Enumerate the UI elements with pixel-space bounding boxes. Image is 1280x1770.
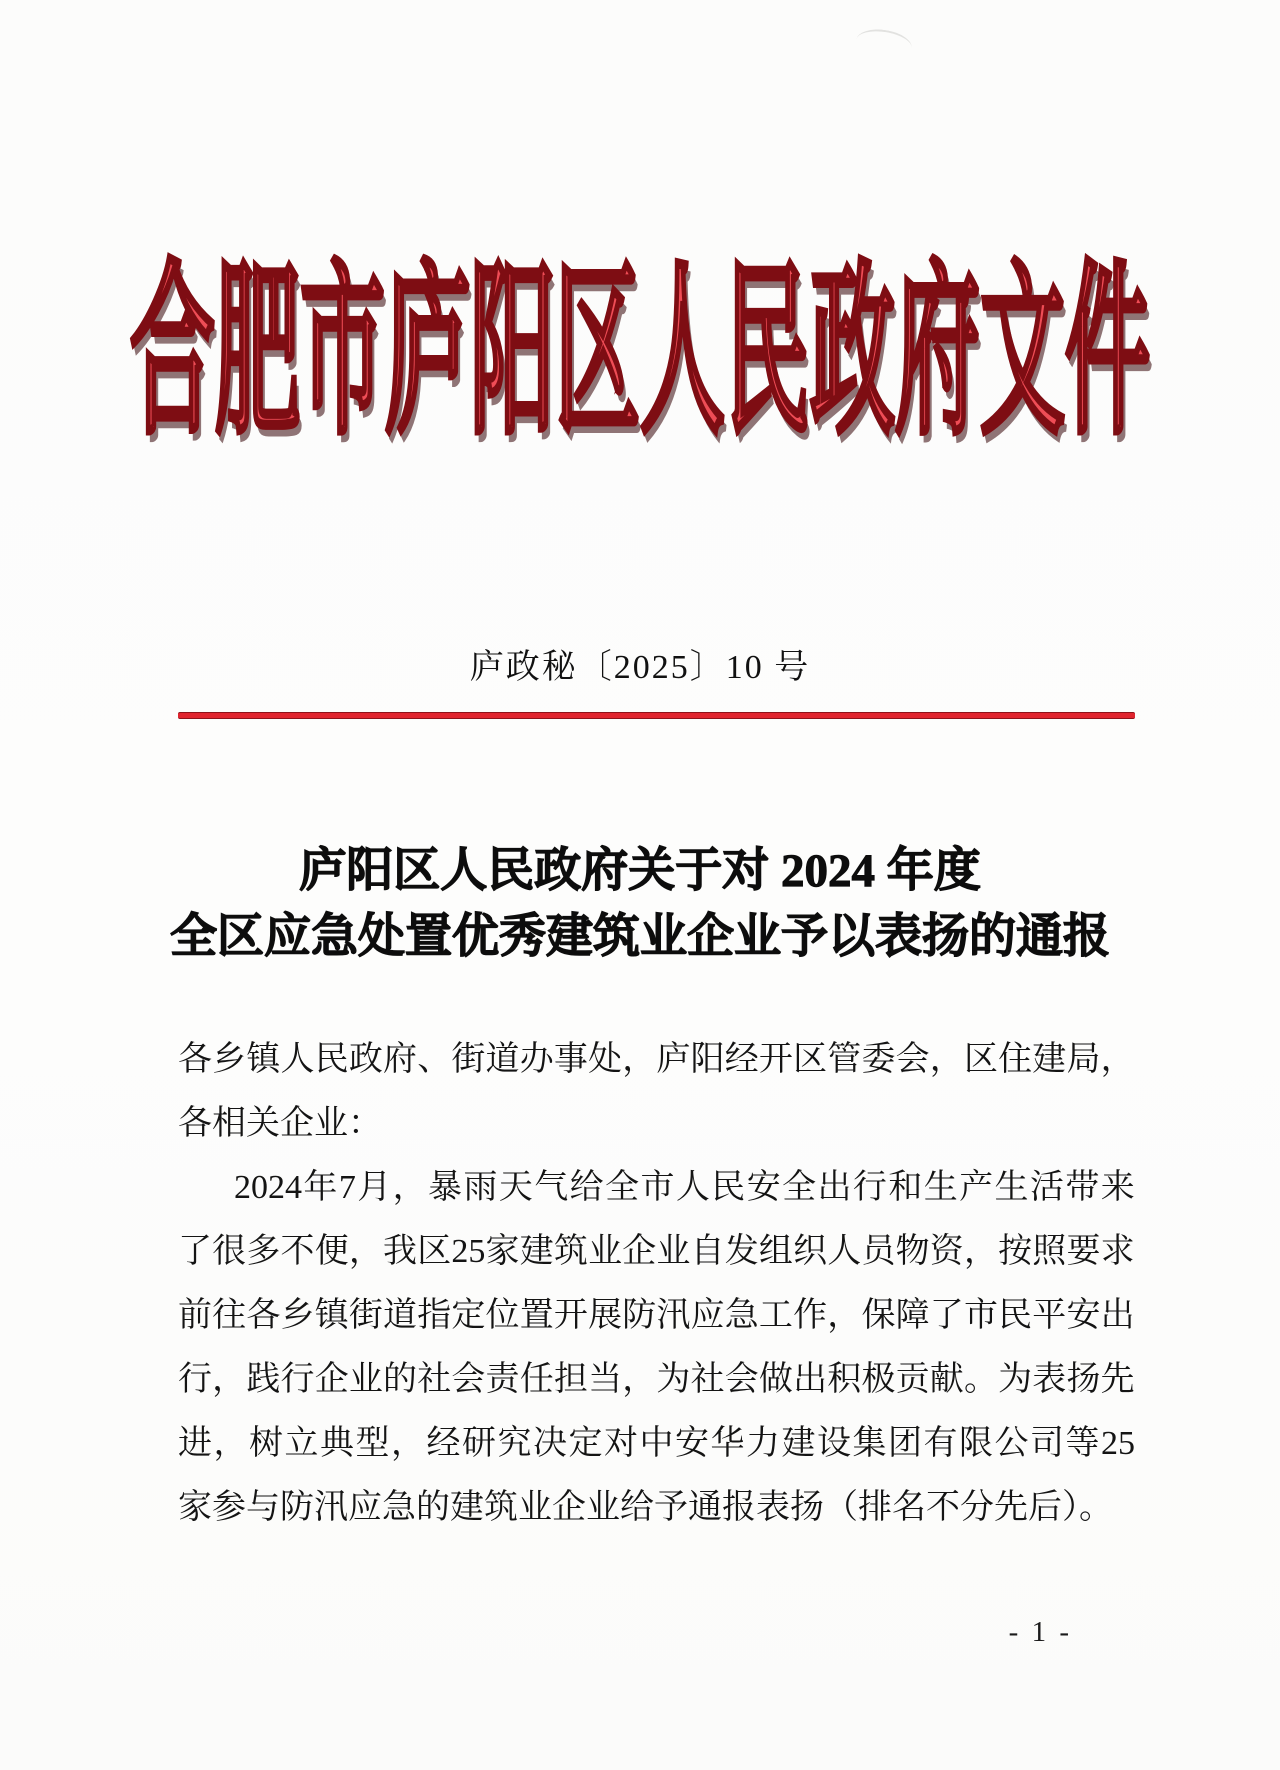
document-body (178, 1028, 1135, 1540)
document-title (60, 838, 1220, 970)
body-line: 前 往 各 乡 镇 街 道 指 定 位 置 开 展 防 汛 应 急 工 作 ， 保 障 了 市 民 平 安 出 (178, 1297, 1135, 1334)
body-line: 家参与防汛应急的建筑业企业给予通报表扬（排名不分先后）。 (178, 1489, 1113, 1526)
red-header-title: 合肥市庐阳区人民政府文件 (129, 251, 1150, 458)
body-line: 了 很 多 不 便 ， 我 区 25 家 建 筑 业 企 业 自 发 组 织 人 员 物 资 ， 按 照 要 求 (178, 1233, 1135, 1270)
page-number: - 1 - (1008, 1616, 1072, 1648)
body-line: 各 乡 镇 人 民 政 府 、 街 道 办 事 处 ， 庐 阳 经 开 区 管 委 会 ， 区 住 建 局 ， (178, 1041, 1135, 1078)
document-title-line-2: 全区应急处置优秀建筑业企业予以表扬的通报 (170, 911, 1110, 963)
red-header (0, 251, 1280, 458)
body-line: 各相关企业： (178, 1105, 382, 1142)
document-number: 庐政秘〔2025〕10 号 (469, 649, 811, 686)
scan-artifact (854, 26, 914, 62)
body-line: 行 ， 践 行 企 业 的 社 会 责 任 担 当 ， 为 社 会 做 出 积 极 贡 献 。 为 表 扬 先 (178, 1361, 1135, 1398)
body-line: 2024 年 7 月 ， 暴 雨 天 气 给 全 市 人 民 安 全 出 行 和 生 产 生 活 带 来 (234, 1169, 1135, 1206)
red-divider-line (178, 712, 1135, 719)
document-title-line-1: 庐阳区人民政府关于对 2024 年度 (299, 845, 981, 897)
body-line: 进 ， 树 立 典 型 ， 经 研 究 决 定 对 中 安 华 力 建 设 集 团 有 限 公 司 等 25 (178, 1425, 1135, 1462)
